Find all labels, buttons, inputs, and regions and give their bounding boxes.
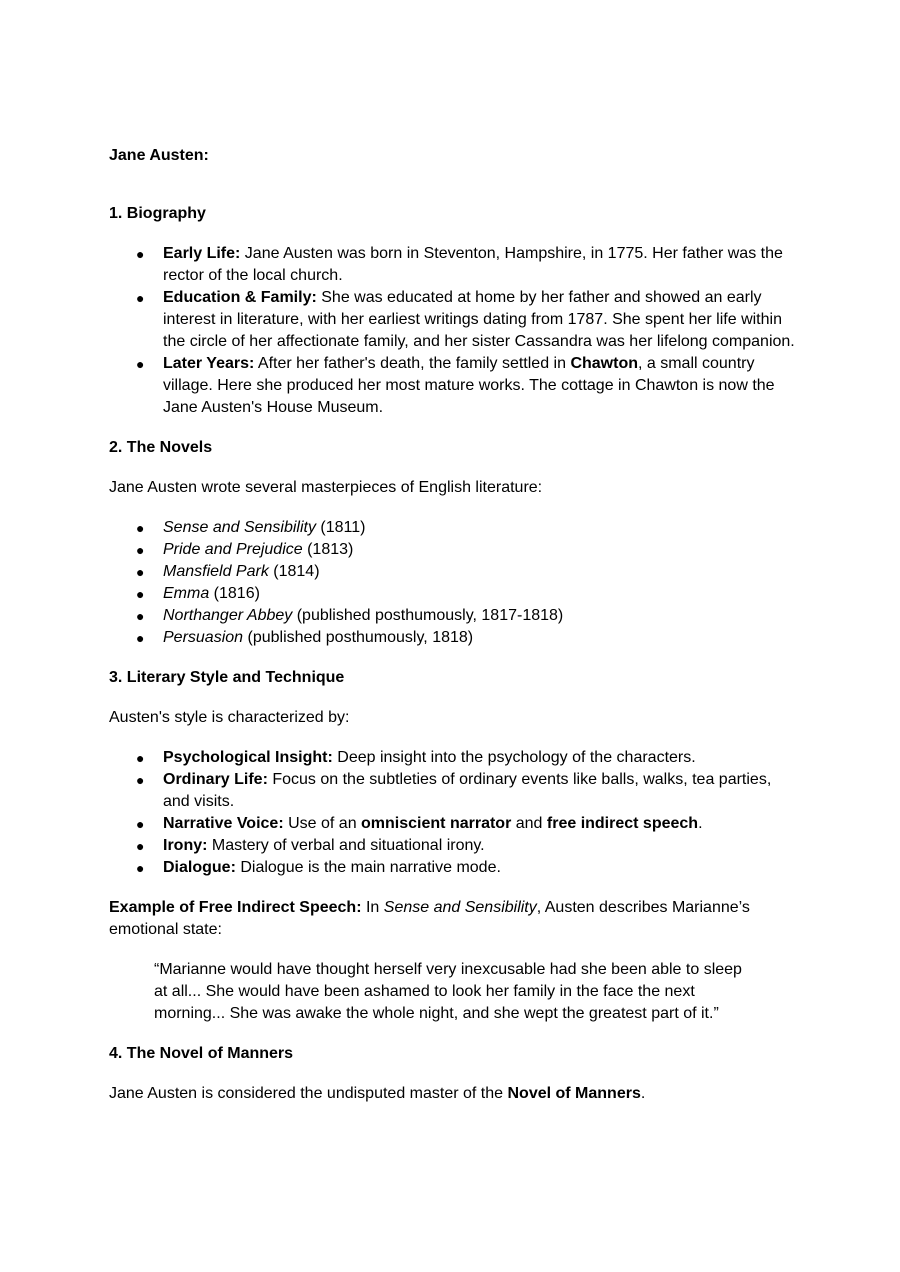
bullet-icon: ● <box>136 860 145 876</box>
bullet-icon: ● <box>136 630 145 646</box>
block-quote: “Marianne would have thought herself very inexcusable had she been able to sleep at all... She would have been ashamed to look her family in the face the next morning... She was awake the whole night, and she wept the greatest part of it.” <box>154 961 742 1022</box>
section-heading-style: 3. Literary Style and Technique <box>109 669 345 686</box>
list-item: ● Irony: Mastery of verbal and situational irony. <box>109 835 799 857</box>
list-item: ● Later Years: After her father's death, the family settled in Chawton, a small country village. Here she produced her most mature works. The cottage in Chawton is now the Jane Austen's House Museum. <box>136 355 775 416</box>
list-item: ● Sense and Sensibility (1811) <box>109 517 799 539</box>
bullet-icon: ● <box>136 838 145 854</box>
bullet-icon: ● <box>136 246 145 262</box>
list-item: ● Education & Family: She was educated at home by her father and showed an early interest in literature, with her earliest writings dating from 1787. She spent her life within the circle of her affectionate family, and her sister Cassandra was her lifelong companion. <box>136 289 795 350</box>
style-intro: Austen's style is characterized by: <box>109 709 350 726</box>
list-item: ● Emma (1816) <box>109 583 799 605</box>
bullet-icon: ● <box>136 356 145 372</box>
manners-paragraph: Jane Austen is considered the undisputed master of the Novel of Manners. <box>109 1085 646 1102</box>
bullet-icon: ● <box>136 542 145 558</box>
novels-list <box>109 517 799 649</box>
list-item: ● Northanger Abbey (published posthumously, 1817-1818) <box>109 605 799 627</box>
biography-list <box>109 243 799 419</box>
list-item: ● Persuasion (published posthumously, 1818) <box>109 627 799 649</box>
bullet-icon: ● <box>136 816 145 832</box>
novels-intro: Jane Austen wrote several masterpieces of English literature: <box>109 479 543 496</box>
bullet-icon: ● <box>136 750 145 766</box>
list-item: ● Psychological Insight: Deep insight into the psychology of the characters. <box>109 747 799 769</box>
document-title: Jane Austen: <box>109 147 209 164</box>
bullet-icon: ● <box>136 520 145 536</box>
section-heading-biography: 1. Biography <box>109 205 206 222</box>
example-paragraph: Example of Free Indirect Speech: In Sense and Sensibility, Austen describes Marianne’s emotional state: <box>109 899 750 938</box>
style-list <box>109 747 799 879</box>
list-item: ● Pride and Prejudice (1813) <box>109 539 799 561</box>
bullet-icon: ● <box>136 290 145 306</box>
bullet-icon: ● <box>136 608 145 624</box>
bullet-icon: ● <box>136 772 145 788</box>
bullet-icon: ● <box>136 564 145 580</box>
list-item: ● Mansfield Park (1814) <box>109 561 799 583</box>
section-heading-manners: 4. The Novel of Manners <box>109 1045 294 1062</box>
list-item: ● Ordinary Life: Focus on the subtleties of ordinary events like balls, walks, tea parties, and visits. <box>136 771 772 810</box>
list-item: ● Dialogue: Dialogue is the main narrative mode. <box>109 857 799 879</box>
bullet-icon: ● <box>136 586 145 602</box>
section-heading-novels: 2. The Novels <box>109 439 213 456</box>
document-body <box>109 145 799 1105</box>
list-item: ● Early Life: Jane Austen was born in Steventon, Hampshire, in 1775. Her father was the rector of the local church. <box>136 245 783 284</box>
list-item: ● Narrative Voice: Use of an omniscient narrator and free indirect speech. <box>109 813 799 835</box>
